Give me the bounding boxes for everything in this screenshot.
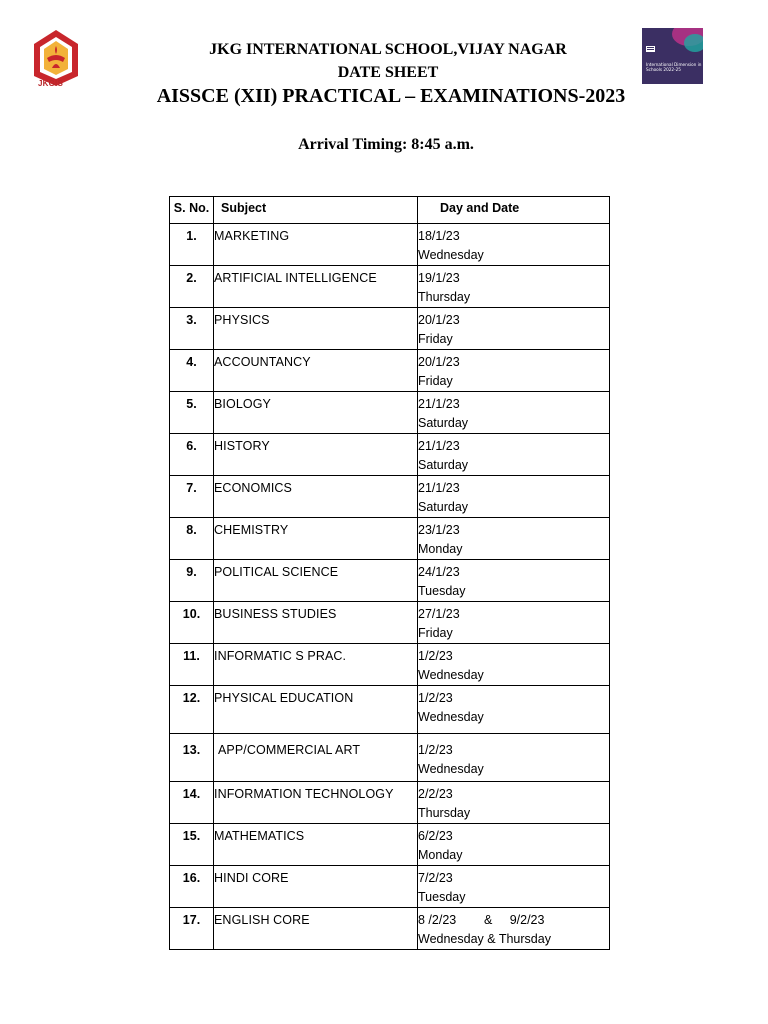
day-date	[418, 824, 610, 866]
exam-date: 20/1/23	[418, 355, 460, 369]
exam-day: Friday	[418, 332, 453, 346]
day-date	[418, 644, 610, 686]
arrival-timing: Arrival Timing: 8:45 a.m.	[298, 136, 474, 153]
exam-date: 21/1/23	[418, 439, 460, 453]
exam-date: 24/1/23	[418, 565, 460, 579]
day-date	[418, 392, 610, 434]
subject: PHYSICAL EDUCATION	[214, 686, 418, 734]
table-row	[170, 866, 610, 908]
exam-date: 1/2/23	[418, 743, 453, 757]
header-day-date: Day and Date	[418, 197, 610, 224]
subject: PHYSICS	[214, 308, 418, 350]
exam-date: 18/1/23	[418, 229, 460, 243]
subject: BUSINESS STUDIES	[214, 602, 418, 644]
exam-date: 7/2/23	[418, 871, 453, 885]
table-header-row	[170, 197, 610, 224]
day-date	[418, 266, 610, 308]
exam-date: 23/1/23	[418, 523, 460, 537]
exam-day: Wednesday & Thursday	[418, 932, 551, 946]
exam-day: Saturday	[418, 500, 469, 514]
table-row	[170, 602, 610, 644]
exam-title: AISSCE (XII) PRACTICAL – EXAMINATIONS-2023	[156, 85, 626, 107]
exam-day: Monday	[418, 542, 463, 556]
subject: POLITICAL SCIENCE	[214, 560, 418, 602]
exam-day: Wednesday	[418, 248, 484, 262]
exam-date: 8 /2/23 & 9/2/23	[418, 913, 545, 927]
day-date	[418, 434, 610, 476]
serial-no: 7.	[170, 476, 214, 518]
exam-day: Wednesday	[418, 668, 484, 682]
badge-text: International Dimension in Schools 2022-25	[646, 62, 702, 72]
subject: ACCOUNTANCY	[214, 350, 418, 392]
serial-no: 3.	[170, 308, 214, 350]
exam-day: Wednesday	[418, 762, 484, 776]
day-date	[418, 350, 610, 392]
day-date	[418, 476, 610, 518]
day-date	[418, 866, 610, 908]
exam-date: 27/1/23	[418, 607, 460, 621]
serial-no: 9.	[170, 560, 214, 602]
table-row	[170, 308, 610, 350]
serial-no: 11.	[170, 644, 214, 686]
exam-date: 1/2/23	[418, 691, 453, 705]
exam-day: Wednesday	[418, 710, 484, 724]
exam-day: Friday	[418, 626, 453, 640]
exam-day: Thursday	[418, 290, 471, 304]
table-row	[170, 476, 610, 518]
day-date	[418, 560, 610, 602]
table-row	[170, 686, 610, 734]
document-type: DATE SHEET	[337, 64, 439, 81]
serial-no: 10.	[170, 602, 214, 644]
subject: ENGLISH CORE	[214, 908, 418, 950]
day-date	[418, 602, 610, 644]
table-row	[170, 824, 610, 866]
exam-date: 19/1/23	[418, 271, 460, 285]
table-row	[170, 266, 610, 308]
table-row	[170, 734, 610, 782]
exam-day: Thursday	[418, 806, 471, 820]
subject: INFORMATION TECHNOLOGY	[214, 782, 418, 824]
day-date	[418, 782, 610, 824]
exam-day: Tuesday	[418, 890, 466, 904]
subject: MATHEMATICS	[214, 824, 418, 866]
subject: CHEMISTRY	[214, 518, 418, 560]
day-date	[418, 686, 610, 734]
table-row	[170, 224, 610, 266]
serial-no: 4.	[170, 350, 214, 392]
subject: APP/COMMERCIAL ART	[214, 734, 418, 782]
table-row	[170, 644, 610, 686]
header-serial-no: S. No.	[170, 197, 214, 224]
serial-no: 2.	[170, 266, 214, 308]
serial-no: 6.	[170, 434, 214, 476]
exam-day: Saturday	[418, 458, 469, 472]
subject: ECONOMICS	[214, 476, 418, 518]
serial-no: 16.	[170, 866, 214, 908]
table-row	[170, 560, 610, 602]
exam-date: 21/1/23	[418, 397, 460, 411]
serial-no: 8.	[170, 518, 214, 560]
exam-day: Saturday	[418, 416, 469, 430]
table-row	[170, 908, 610, 950]
table-row	[170, 518, 610, 560]
subject: HINDI CORE	[214, 866, 418, 908]
schedule-table	[169, 196, 610, 950]
serial-no: 17.	[170, 908, 214, 950]
subject: ARTIFICIAL INTELLIGENCE	[214, 266, 418, 308]
day-date	[418, 518, 610, 560]
subject: INFORMATIC S PRAC.	[214, 644, 418, 686]
serial-no: 13.	[170, 734, 214, 782]
serial-no: 1.	[170, 224, 214, 266]
serial-no: 14.	[170, 782, 214, 824]
logo-caption: JKGIS	[38, 79, 64, 88]
school-name: JKG INTERNATIONAL SCHOOL,VIJAY NAGAR	[209, 41, 567, 58]
serial-no: 12.	[170, 686, 214, 734]
day-date	[418, 224, 610, 266]
exam-day: Monday	[418, 848, 463, 862]
day-date	[418, 908, 610, 950]
exam-day: Friday	[418, 374, 453, 388]
day-date	[418, 308, 610, 350]
table-row	[170, 782, 610, 824]
subject: BIOLOGY	[214, 392, 418, 434]
table-row	[170, 434, 610, 476]
exam-day: Tuesday	[418, 584, 466, 598]
serial-no: 5.	[170, 392, 214, 434]
exam-date: 6/2/23	[418, 829, 453, 843]
subject: MARKETING	[214, 224, 418, 266]
serial-no: 15.	[170, 824, 214, 866]
exam-date: 2/2/23	[418, 787, 453, 801]
day-date	[418, 734, 610, 782]
exam-date: 20/1/23	[418, 313, 460, 327]
table-row	[170, 392, 610, 434]
header-subject: Subject	[214, 197, 418, 224]
exam-date: 21/1/23	[418, 481, 460, 495]
exam-date: 1/2/23	[418, 649, 453, 663]
table-row	[170, 350, 610, 392]
subject: HISTORY	[214, 434, 418, 476]
